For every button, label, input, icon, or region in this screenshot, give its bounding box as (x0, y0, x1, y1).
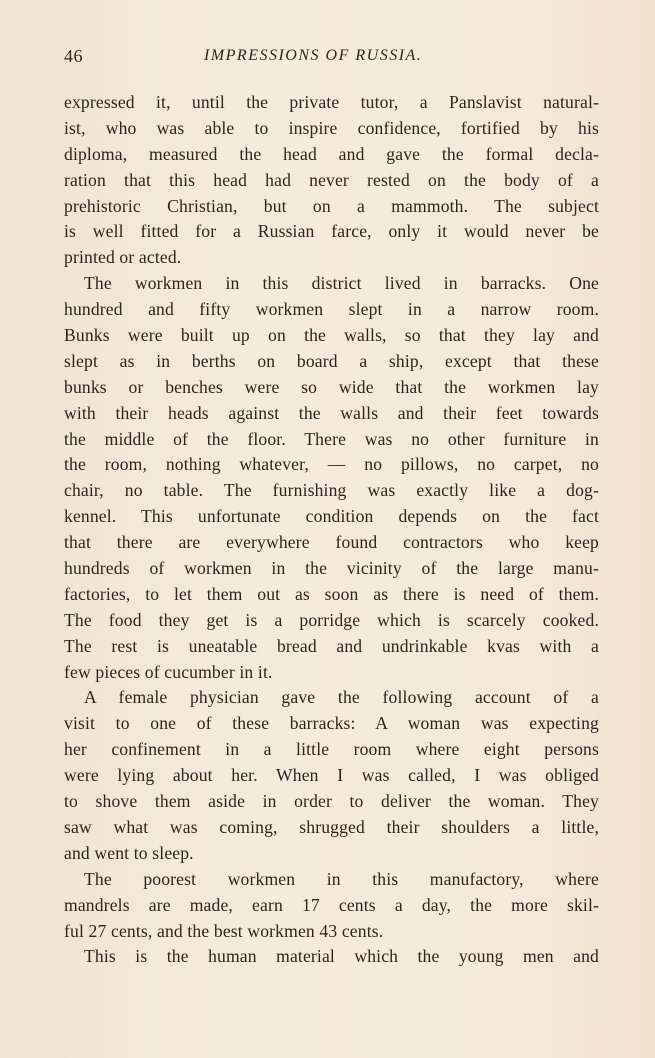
text-line: diploma, measured the head and gave the formal decla- (64, 143, 599, 164)
text-line: with their heads against the walls and their feet towards (64, 402, 599, 423)
text-line: to shove them aside in order to deliver the woman. They (64, 791, 599, 812)
body-text (64, 90, 599, 970)
paragraph (64, 685, 599, 866)
page-number: 46 (64, 46, 83, 66)
paragraph (64, 867, 599, 945)
text-line: were lying about her. When I was called, I was obliged (64, 765, 599, 786)
text-line: bunks or benches were so wide that the workmen lay (64, 376, 599, 397)
text-line: chair, no table. The furnishing was exactly like a dog- (64, 480, 599, 501)
page-header (64, 46, 599, 70)
paragraph (64, 90, 599, 271)
text-line: the room, nothing whatever, — no pillows, no carpet, no (64, 454, 599, 475)
text-line: mandrels are made, earn 17 cents a day, the more skil- (64, 894, 599, 915)
text-line: the middle of the floor. There was no other furniture in (64, 428, 599, 449)
text-line: A female physician gave the following account of a (84, 687, 599, 708)
text-line: ration that this head had never rested on the body of a (64, 169, 599, 190)
text-line: few pieces of cucumber in it. (64, 661, 273, 682)
text-line: ful 27 cents, and the best workmen 43 cents. (64, 920, 384, 941)
text-line: The workmen in this district lived in barracks. One (84, 273, 599, 294)
text-line: hundred and fifty workmen slept in a narrow room. (64, 299, 599, 320)
text-line: printed or acted. (64, 247, 182, 268)
text-line: kennel. This unfortunate condition depends on the fact (64, 506, 599, 527)
text-line: her confinement in a little room where eight persons (64, 739, 599, 760)
paragraph (64, 944, 599, 970)
text-line: saw what was coming, shrugged their shoulders a little, (64, 816, 599, 837)
running-head: IMPRESSIONS OF RUSSIA. (204, 47, 423, 64)
text-line: The poorest workmen in this manufactory, where (84, 868, 599, 889)
text-line: This is the human material which the young men and (84, 946, 599, 967)
text-line: The rest is uneatable bread and undrinkable kvas with a (64, 635, 599, 656)
text-line: prehistoric Christian, but on a mammoth. The subject (64, 195, 599, 216)
text-line: slept as in berths on board a ship, except that these (64, 350, 599, 371)
text-line: ist, who was able to inspire confidence, fortified by his (64, 117, 599, 138)
text-line: Bunks were built up on the walls, so that they lay and (64, 325, 599, 346)
text-line: hundreds of workmen in the vicinity of the large manu- (64, 558, 599, 579)
paragraph (64, 271, 599, 685)
text-line: expressed it, until the private tutor, a Panslavist natural- (64, 92, 599, 112)
text-line: is well fitted for a Russian farce, only it would never be (64, 221, 599, 242)
text-line: The food they get is a porridge which is scarcely cooked. (64, 609, 599, 630)
text-line: visit to one of these barracks: A woman was expecting (64, 713, 599, 734)
text-line: that there are everywhere found contractors who keep (64, 532, 599, 553)
text-line: factories, to let them out as soon as there is need of them. (64, 583, 599, 604)
text-line: and went to sleep. (64, 842, 194, 863)
